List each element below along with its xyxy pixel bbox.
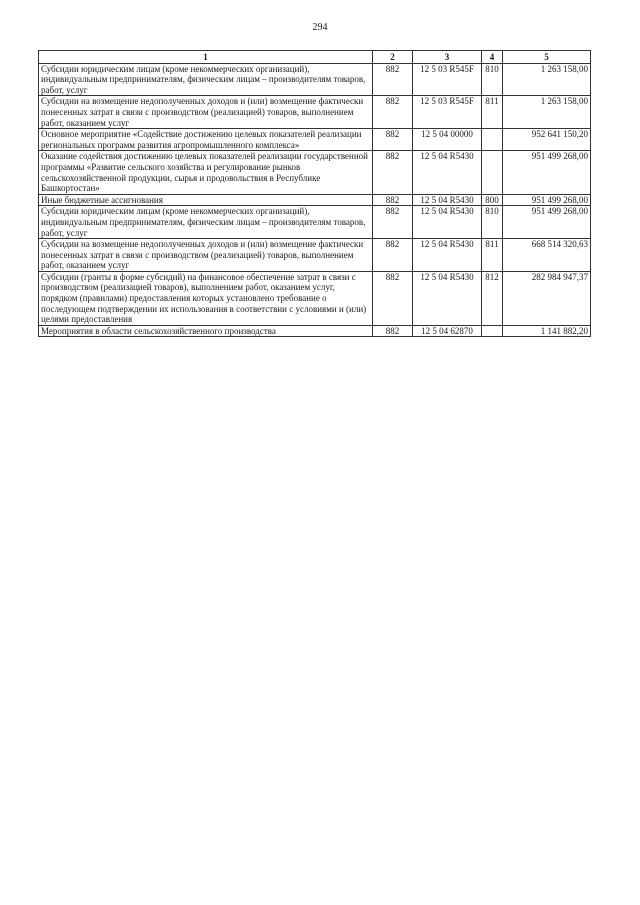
row-col2: 882 <box>373 194 413 206</box>
row-col2: 882 <box>373 63 413 96</box>
table-row <box>39 129 591 151</box>
row-name: Субсидии юридическим лицам (кроме некоммерческих организаций), индивидуальным предпринимателям, физическим лицам – производителям товаров, работ, услуг <box>39 63 373 96</box>
row-col2: 882 <box>373 325 413 337</box>
table-row <box>39 206 591 239</box>
row-col3: 12 5 04 00000 <box>413 129 482 151</box>
table-row <box>39 325 591 337</box>
header-col-4: 4 <box>482 51 503 64</box>
row-amount: 1 263 158,00 <box>503 63 591 96</box>
row-col4 <box>482 325 503 337</box>
row-col2: 882 <box>373 271 413 325</box>
row-name: Мероприятия в области сельскохозяйственного производства <box>39 325 373 337</box>
table-header <box>39 51 591 64</box>
table-row <box>39 96 591 129</box>
row-col4: 812 <box>482 271 503 325</box>
page-number: 294 <box>312 22 328 33</box>
row-col3: 12 5 04 R5430 <box>413 239 482 272</box>
row-col3: 12 5 03 R545F <box>413 63 482 96</box>
row-col3: 12 5 03 R545F <box>413 96 482 129</box>
table-row <box>39 63 591 96</box>
row-amount: 1 263 158,00 <box>503 96 591 129</box>
row-col3: 12 5 04 R5430 <box>413 194 482 206</box>
header-col-1: 1 <box>39 51 373 64</box>
row-name: Оказание содействия достижению целевых показателей реализации государственной программы «Развитие сельского хозяйства и регулирование рынков сельскохозяйственной продукции, сырья и продовольствия в Республике Башкортостан» <box>39 151 373 194</box>
row-amount: 952 641 150,20 <box>503 129 591 151</box>
row-amount: 1 141 882,20 <box>503 325 591 337</box>
row-name: Субсидии на возмещение недополученных доходов и (или) возмещение фактически понесенных затрат в связи с производством (реализацией) товаров, выполнением работ, оказанием услуг <box>39 96 373 129</box>
header-col-3: 3 <box>413 51 482 64</box>
table-body <box>39 63 591 337</box>
header-row <box>39 51 591 64</box>
row-col4: 810 <box>482 63 503 96</box>
budget-table <box>38 50 591 337</box>
row-amount: 951 499 268,00 <box>503 194 591 206</box>
row-col4: 811 <box>482 96 503 129</box>
row-amount: 951 499 268,00 <box>503 151 591 194</box>
header-col-2: 2 <box>373 51 413 64</box>
row-col2: 882 <box>373 151 413 194</box>
row-col4: 810 <box>482 206 503 239</box>
header-col-5: 5 <box>503 51 591 64</box>
row-col3: 12 5 04 R5430 <box>413 271 482 325</box>
row-col4 <box>482 129 503 151</box>
row-amount: 668 514 320,63 <box>503 239 591 272</box>
row-amount: 951 499 268,00 <box>503 206 591 239</box>
row-col2: 882 <box>373 129 413 151</box>
row-col2: 882 <box>373 206 413 239</box>
row-col2: 882 <box>373 239 413 272</box>
row-name: Основное мероприятие «Содействие достижению целевых показателей реализации региональных программ развития агропромышленного комплекса» <box>39 129 373 151</box>
row-name: Субсидии юридическим лицам (кроме некоммерческих организаций), индивидуальным предпринимателям, физическим лицам – производителям товаров, работ, услуг <box>39 206 373 239</box>
row-col3: 12 5 04 R5430 <box>413 206 482 239</box>
row-col2: 882 <box>373 96 413 129</box>
row-name: Иные бюджетные ассигнования <box>39 194 373 206</box>
row-col3: 12 5 04 62870 <box>413 325 482 337</box>
table-row <box>39 151 591 194</box>
table-row <box>39 271 591 325</box>
row-name: Субсидии (гранты в форме субсидий) на финансовое обеспечение затрат в связи с производством (реализацией товаров), выполнением работ, оказанием услуг, порядком (правилами) предоставления которых установлено требование о последующем подтверждении их использования в соответствии с условиями и (или) целями предоставления <box>39 271 373 325</box>
row-col4: 811 <box>482 239 503 272</box>
table-row <box>39 194 591 206</box>
row-col4: 800 <box>482 194 503 206</box>
row-col3: 12 5 04 R5430 <box>413 151 482 194</box>
row-col4 <box>482 151 503 194</box>
table-row <box>39 239 591 272</box>
row-name: Субсидии на возмещение недополученных доходов и (или) возмещение фактически понесенных затрат в связи с производством (реализацией) товаров, выполнением работ, оказанием услуг <box>39 239 373 272</box>
row-amount: 282 984 947,37 <box>503 271 591 325</box>
